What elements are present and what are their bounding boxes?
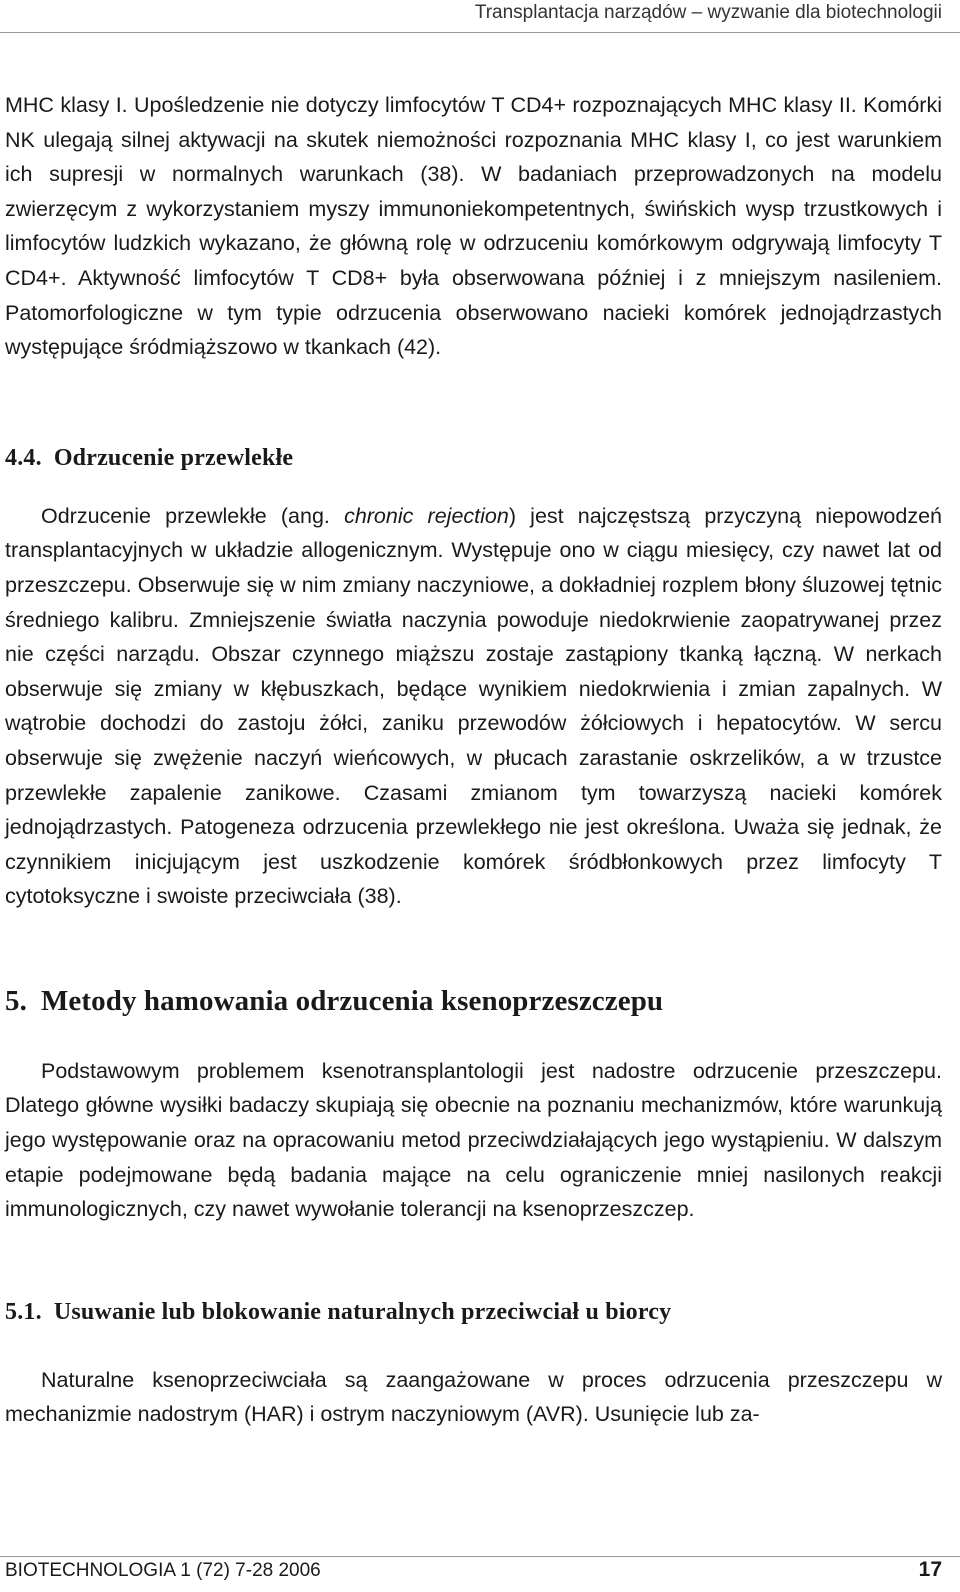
heading-title: Usuwanie lub blokowanie naturalnych przeciwciał u biorcy [53,1298,672,1325]
spacer [5,475,942,499]
paragraph-natural-antibodies: Naturalne ksenoprzeciwciała są zaangażowane w proces odrzucenia przeszczepu w mechanizmie nadostrym (HAR) i ostrym naczyniowym (AVR). Usunięcie lub za- [5,1367,942,1427]
paragraph-text: ) jest najczęstszą przyczyną niepowodzeń transplantacyjnych w układzie allogenicznym. Występuje ono w ciągu miesięcy, czy nawet lat od przeszczepu. Obserwuje się w nim zmiany naczyniowe, a dokładniej rozplem błony śluzowej tętnic średniego kalibru. Zmniejszenie światła naczynia powoduje niedokrwienie zaopatrywanej przez nie części narządu. Obszar czynnego miąższu zostaje zastąpiony tkanką łączną. W nerkach obserwuje się zmiany w kłębuszkach, będące wynikiem niedokrwienia i zmian zapalnych. W wątrobie dochodzi do zastoju żółci, zaniku przewodów żółciowych i hepatocytów. W sercu obserwuje się zwężenie naczyń wieńcowych, w płucach zarastanie oskrzelików, a w trzustce przewlekłe zapalenie zanikowe. Czasami zmianom tym towarzyszą nacieki komórek jednojądrzastych. Patogeneza odrzucenia przewlekłego nie jest określona. Uważa się jednak, że czynnikiem inicjującym jest uszkodzenie komórek śródbłonkowych przez limfocyty T cytotoksyczne i swoiste przeciwciała (38). [5,503,942,909]
italic-term: chronic rejection [344,503,509,528]
heading-4-4 [5,441,942,475]
spacer [5,1329,942,1363]
page-number: 17 [918,1558,942,1581]
heading-5-1 [5,1295,942,1329]
paragraph-chronic-rejection [5,499,942,914]
heading-5 [5,982,942,1020]
spacer [5,914,942,982]
heading-number: 5.1. [5,1298,42,1325]
paragraph-text: Odrzucenie przewlekłe (ang. [41,503,345,528]
paragraph-xenotransplant-problem: Podstawowym problemem ksenotransplantologii jest nadostre odrzucenie przeszczepu. Dlatego główne wysiłki badaczy skupiają się obecnie na poznaniu mechanizmów, które warunkują jego występowanie oraz na opracowaniu metod przeciwdziałających jego wystąpieniu. W dalszym etapie podejmowane będą badania mające na celu ograniczenie mniej nasilonych reakcji immunologicznych, czy nawet wywołanie tolerancji na ksenoprzeszczep. [5,1058,942,1222]
spacer [5,1227,942,1295]
heading-title: Odrzucenie przewlekłe [53,444,294,471]
footer-rule [0,1556,960,1557]
heading-title: Metody hamowania odrzucenia ksenoprzeszczepu [40,984,664,1017]
paragraph-mhc-continuation: MHC klasy I. Upośledzenie nie dotyczy limfocytów T CD4+ rozpoznających MHC klasy II. Komórki NK ulegają silnej aktywacji na skutek niemożności rozpoznania MHC klasy I, co jest warunkiem ich supresji w normalnych warunkach (38). W badaniach przeprowadzonych na modelu zwierzęcym z wykorzystaniem myszy immunoniekompetentnych, świńskich wysp trzustkowych i limfocytów ludzkich wykazano, że główną rolę w odrzuceniu komórkowym odgrywają limfocyty T CD4+. Aktywność limfocytów T CD8+ była obserwowana później i z mniejszym nasileniem. Patomorfologiczne w tym typie odrzucenia obserwowano nacieki komórek jednojądrzastych występujące śródmiąższowo w tkankach (42). [5,93,942,360]
page-content [5,88,942,1432]
header-rule [0,32,960,33]
heading-number: 5. [5,984,27,1017]
heading-number: 4.4. [5,444,42,471]
running-head: Transplantacja narządów – wyzwanie dla biotechnologii [474,2,942,23]
journal-citation: BIOTECHNOLOGIA 1 (72) 7-28 2006 [5,1560,321,1581]
spacer [5,1020,942,1054]
spacer [5,365,942,441]
